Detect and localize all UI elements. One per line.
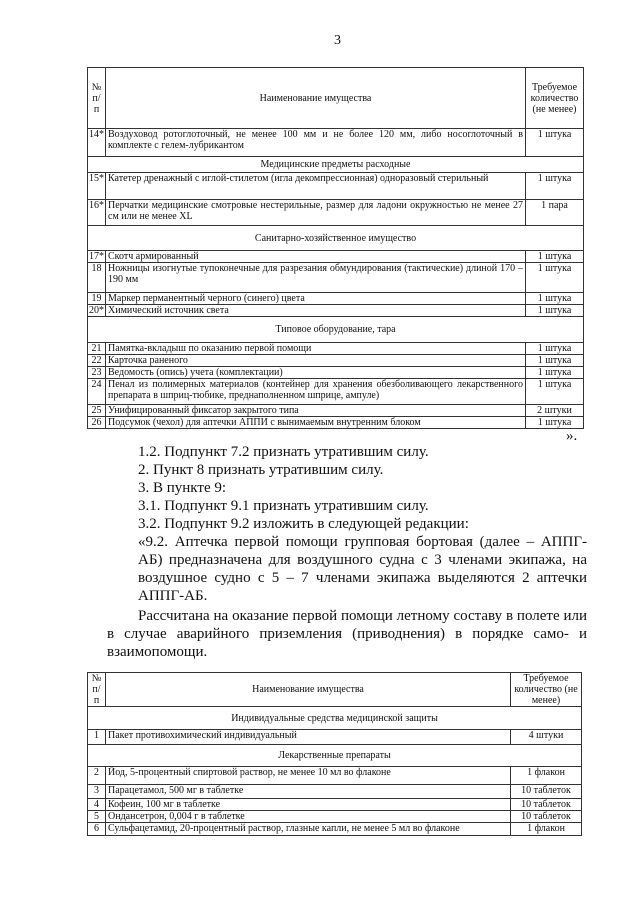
paragraph: 3.2. Подпункт 9.2 изложить в следующей редакции: — [138, 516, 469, 532]
table-row — [88, 293, 584, 305]
item-quantity: 1 штука — [526, 293, 584, 305]
item-quantity: 4 штуки — [511, 730, 582, 745]
item-quantity: 10 таблеток — [511, 785, 582, 799]
item-quantity: 1 штука — [526, 417, 584, 429]
section-row — [88, 157, 584, 173]
item-quantity: 1 штука — [526, 129, 584, 157]
supplies-table-2 — [87, 672, 582, 836]
item-quantity: 1 штука — [526, 367, 584, 379]
item-quantity: 1 флакон — [511, 823, 582, 836]
amendment-text — [107, 443, 587, 661]
table-row — [88, 129, 584, 157]
table-row — [88, 343, 584, 355]
section-row — [88, 707, 582, 730]
item-name: Воздуховод ротоглоточный, не менее 100 мм и не более 120 мм, либо носоглоточный в комплекте с гелем-лубрикантом — [106, 129, 526, 157]
paragraph: «9.2. Аптечка первой помощи групповая бортовая (далее – АППГ-АБ) предназначена для воздушного судна с 3 членами экипажа, на воздушное судно с 5 – 7 членами экипажа выделяются 2 аптечки АППГ-АБ. — [138, 534, 587, 604]
table-row — [88, 785, 582, 799]
header-qty: Требуемое количество (не менее) — [511, 673, 582, 707]
table-row — [88, 173, 584, 200]
item-number: 21 — [88, 343, 106, 355]
table-row — [88, 379, 584, 405]
item-name: Пакет противохимический индивидуальный — [106, 730, 511, 745]
item-name: Йод, 5-процентный спиртовой раствор, не менее 10 мл во флаконе — [106, 767, 511, 785]
item-number: 15* — [88, 173, 106, 200]
item-quantity: 1 штука — [526, 343, 584, 355]
item-name: Ножницы изогнутые тупоконечные для разрезания обмундирования (тактические) длиной 170 – 190 мм — [106, 263, 526, 293]
item-quantity: 1 штука — [526, 379, 584, 405]
item-number: 18 — [88, 263, 106, 293]
section-title: Санитарно-хозяйственное имущество — [88, 226, 584, 251]
table-row — [88, 355, 584, 367]
item-number: 17* — [89, 251, 104, 262]
item-name: Ондансетрон, 0,004 г в таблетке — [106, 811, 511, 823]
header-num: № п/п — [88, 68, 106, 129]
item-number: 6 — [88, 823, 106, 836]
item-quantity: 1 пара — [526, 200, 584, 226]
header-name: Наименование имущества — [106, 673, 511, 707]
table-row — [88, 367, 584, 379]
item-number: 2 — [88, 767, 106, 785]
section-title: Медицинские предметы расходные — [88, 157, 584, 173]
item-quantity: 10 таблеток — [511, 799, 582, 811]
item-number: 23 — [88, 367, 106, 379]
item-name: Сульфацетамид, 20-процентный раствор, глазные капли, не менее 5 мл во флаконе — [106, 823, 511, 836]
item-name: Парацетамол, 500 мг в таблетке — [106, 785, 511, 799]
table-row — [88, 305, 584, 317]
header-name: Наименование имущества — [106, 68, 526, 129]
item-number: 16* — [88, 200, 106, 226]
table-row — [88, 200, 584, 226]
item-quantity: 1 штука — [526, 263, 584, 293]
item-number: 5 — [88, 811, 106, 823]
item-name: Ведомость (опись) учета (комплектации) — [106, 367, 526, 379]
item-name: Подсумок (чехол) для аптечки АППИ с вынимаемым внутренним блоком — [106, 417, 526, 429]
item-name: Катетер дренажный с иглой-стилетом (игла декомпрессионная) одноразовый стерильный — [106, 173, 526, 200]
closing-quote: ». — [566, 428, 578, 444]
table-row — [88, 730, 582, 745]
table-row — [88, 263, 584, 293]
item-number: 1 — [88, 730, 106, 745]
table-header-row — [88, 68, 584, 129]
item-name: Пенал из полимерных материалов (контейнер для хранения обезболивающего лекарственного препарата в шприц-тюбике, преднаполненном шприце, ампуле) — [106, 379, 526, 405]
item-number: 25 — [88, 405, 106, 417]
item-quantity: 1 штука — [526, 173, 584, 200]
table-row — [88, 251, 584, 263]
item-number: 22 — [88, 355, 106, 367]
item-name: Унифицированный фиксатор закрытого типа — [106, 405, 526, 417]
item-quantity: 1 штука — [526, 305, 584, 317]
item-quantity: 2 штуки — [526, 405, 584, 417]
item-number: 14* — [88, 129, 106, 157]
paragraph: 2. Пункт 8 признать утратившим силу. — [138, 462, 384, 478]
table-row — [88, 767, 582, 785]
paragraph: Рассчитана на оказание первой помощи летному составу в полете или в случае аварийного приземления (приводнения) в порядке само- и взаимопомощи. — [107, 608, 587, 660]
table-row — [88, 811, 582, 823]
item-name: Перчатки медицинские смотровые нестерильные, размер для ладони окружностью не менее 27 см или не менее XL — [106, 200, 526, 226]
page-number: 3 — [334, 33, 341, 48]
item-quantity: 1 штука — [526, 355, 584, 367]
item-number: 24 — [88, 379, 106, 405]
item-name: Скотч армированный — [106, 251, 526, 263]
item-number: 4 — [88, 799, 106, 811]
item-number: 19 — [88, 293, 106, 305]
section-row — [88, 226, 584, 251]
section-title: Индивидуальные средства медицинской защиты — [88, 707, 582, 730]
table-row — [88, 405, 584, 417]
supplies-table-1 — [87, 67, 584, 429]
item-quantity: 10 таблеток — [511, 811, 582, 823]
paragraph: 3. В пункте 9: — [138, 480, 227, 496]
item-name: Химический источник света — [106, 305, 526, 317]
paragraph: 1.2. Подпункт 7.2 признать утратившим силу. — [138, 444, 429, 460]
section-title: Типовое оборудование, тара — [88, 317, 584, 343]
item-name: Карточка раненого — [106, 355, 526, 367]
item-name: Маркер перманентный черного (синего) цвета — [106, 293, 526, 305]
header-num: № п/п — [88, 673, 106, 707]
header-qty: Требуемое количество (не менее) — [526, 68, 584, 129]
item-name: Кофеин, 100 мг в таблетке — [106, 799, 511, 811]
item-number: 20* — [89, 305, 104, 316]
item-quantity: 1 флакон — [511, 767, 582, 785]
table-row — [88, 417, 584, 429]
section-row — [88, 317, 584, 343]
table-header-row — [88, 673, 582, 707]
item-quantity: 1 штука — [526, 251, 584, 263]
table-row — [88, 799, 582, 811]
item-number: 26 — [88, 417, 106, 429]
item-number: 3 — [88, 785, 106, 799]
item-name: Памятка-вкладыш по оказанию первой помощи — [106, 343, 526, 355]
paragraph: 3.1. Подпункт 9.1 признать утратившим силу. — [138, 498, 429, 514]
section-row — [88, 745, 582, 767]
table-row — [88, 823, 582, 836]
section-title: Лекарственные препараты — [88, 745, 582, 767]
